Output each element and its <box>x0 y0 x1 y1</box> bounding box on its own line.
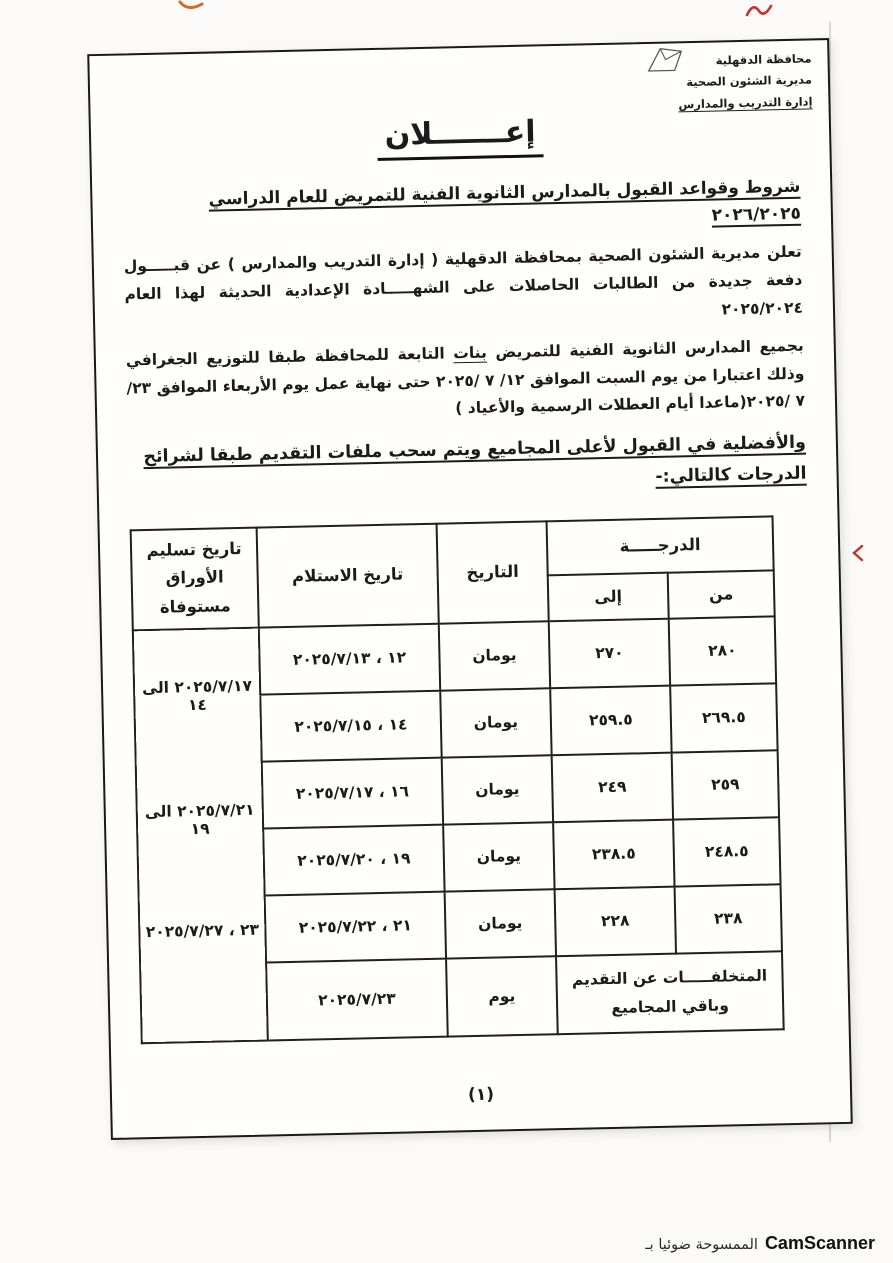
red-edge-mark-icon <box>851 544 865 562</box>
priority-paragraph: والأفضلية في القبول لأعلى المجاميع ويتم سحب ملفات التقديم طبقا لشرائح الدرجات كالتالي:- <box>143 432 807 488</box>
submission-dates-cell <box>133 627 268 1043</box>
announcement-subtitle: شروط وقواعد القبول بالمدارس الثانوية الفنية للتمريض للعام الدراسي ٢٠٢٦/٢٠٢٥ <box>208 176 802 226</box>
camscanner-footer <box>645 1233 875 1254</box>
receipt-date-cell: ١٢ ، ٢٠٢٥/٧/١٣ <box>259 624 440 695</box>
grade-to-cell: ٢٢٨ <box>555 886 676 956</box>
girls-emphasis: بنات <box>453 343 488 363</box>
table-body <box>133 616 784 1043</box>
intro-paragraph-text: تعلن مديرية الشئون الصحية بمحافظة الدقهلية ( إدارة التدريب والمدارس ) عن قبـــــول دفعة جديدة من الطالبات الحاصلات على الشهـــــادة الإعدادية الحديثة لهذا العام ٢٠٢٥/٢٠٢٤ <box>123 243 804 318</box>
receipt-date-cell: ١٤ ، ٢٠٢٥/٧/١٥ <box>260 691 441 762</box>
page-number: (١) <box>467 1084 495 1106</box>
dates-paragraph <box>126 333 806 431</box>
governorate-stamp <box>677 48 812 115</box>
document-page <box>87 38 853 1140</box>
duration-cell: يومان <box>443 822 554 891</box>
date-header: التاريخ <box>437 521 549 623</box>
grades-schedule-table <box>130 515 785 1044</box>
grade-to-cell: ٢٧٠ <box>549 619 670 689</box>
grade-from-cell: ٢٥٩ <box>672 750 779 819</box>
grade-from-cell: ٢٤٨.٥ <box>673 817 780 886</box>
duration-cell: يومان <box>442 755 553 824</box>
camscanner-brand: CamScanner <box>764 1233 875 1253</box>
submission-range-3: ٢٣ ، ٢٠٢٥/٧/٢٧ <box>145 920 260 941</box>
receipt-date-cell: ٢٠٢٥/٧/٢٣ <box>266 958 448 1040</box>
grade-to-cell: ٢٤٩ <box>552 752 673 822</box>
page-fold-icon <box>643 44 686 75</box>
duration-cell: يومان <box>439 621 550 690</box>
grade-to-cell: ٢٥٩.٥ <box>550 686 671 756</box>
submission-date-header: تاريخ تسليم الأوراق مستوفاة <box>131 527 259 630</box>
grade-header: الدرجـــــة <box>547 516 774 575</box>
camscanner-footer-text: الممسوحة ضوئيا بـ <box>645 1237 758 1253</box>
grade-from-cell: ٢٦٩.٥ <box>670 683 777 752</box>
grade-from-cell: ٢٨٠ <box>669 616 776 685</box>
grade-to-header: إلى <box>548 573 669 622</box>
duration-cell: يومان <box>440 688 551 757</box>
receipt-date-cell: ٢١ ، ٢٠٢٥/٧/٢٢ <box>265 891 446 962</box>
grade-from-cell: ٢٣٨ <box>675 884 782 953</box>
dates-paragraph-start: بجميع المدارس الثانوية الفنية للتمريض <box>486 336 804 362</box>
red-scan-mark-icon <box>744 0 774 20</box>
stamp-line-governorate: محافظة الدقهلية <box>715 51 812 68</box>
grade-from-header: من <box>668 570 775 618</box>
submission-range-2: ٢٠٢٥/٧/٢١ الى ١٩ <box>144 800 255 838</box>
receipt-date-header: تاريخ الاستلام <box>257 524 439 628</box>
submission-range-1: ٢٠٢٥/٧/١٧ الى ١٤ <box>141 676 253 715</box>
duration-cell: يوم <box>446 956 558 1036</box>
stamp-line-directorate: مديرية الشئون الصحية <box>686 72 813 90</box>
grade-to-cell: ٢٣٨.٥ <box>553 819 674 889</box>
intro-paragraph <box>124 239 804 337</box>
duration-cell: يومان <box>445 889 556 958</box>
stragglers-row-label: المتخلفـــــات عن التقديم وباقي المجاميع <box>556 951 784 1034</box>
announcement-title-wrap <box>121 109 800 167</box>
receipt-date-cell: ١٦ ، ٢٠٢٥/٧/١٧ <box>262 758 443 829</box>
dates-paragraph-end: التابعة للمحافظة طبقا للتوزيع الجغرافي وذلك اعتبارا من يوم السبت الموافق ١٢/ ٧ /٢٠٢٥ حتى نهاية عمل يوم الأربعاء الموافق ٢٣/ ٧ /٢٠٢٥(ماعدا أيام العطلات الرسمية والأعياد ) <box>125 344 806 418</box>
receipt-date-cell: ١٩ ، ٢٠٢٥/٧/٢٠ <box>263 824 444 895</box>
announcement-title: إعـــــــلان <box>376 114 544 161</box>
stamp-line-administration: إدارة التدريب والمدارس <box>678 93 813 111</box>
orange-scan-mark-icon <box>178 0 208 12</box>
table-head <box>131 516 775 630</box>
